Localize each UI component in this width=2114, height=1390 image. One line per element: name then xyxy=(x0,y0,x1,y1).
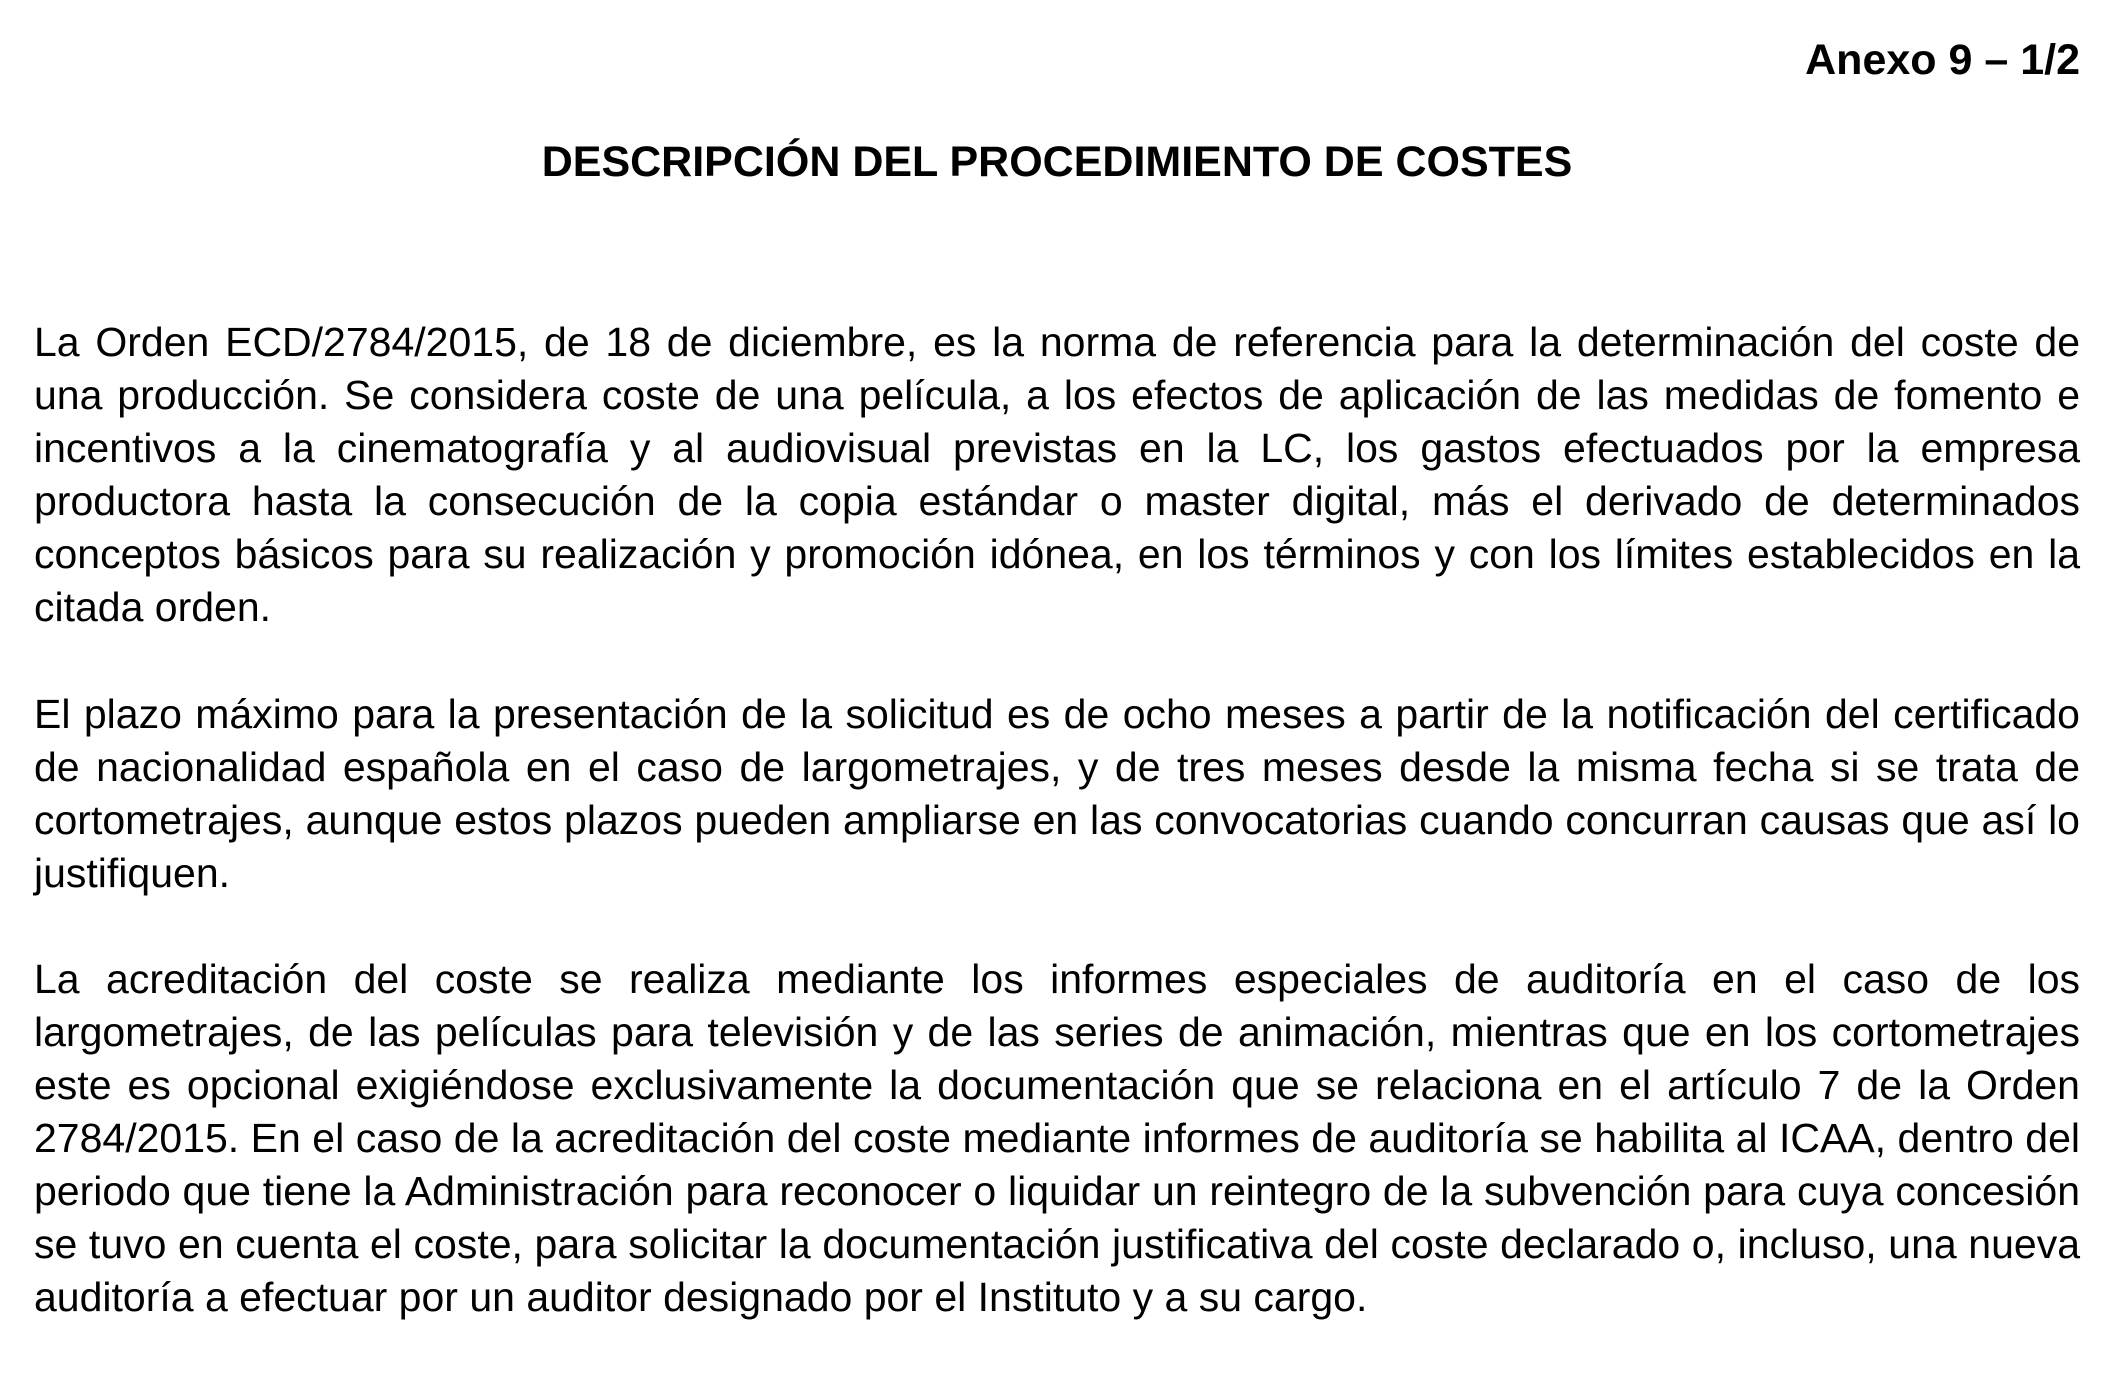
paragraph-cost-accreditation: La acreditación del coste se realiza mediante los informes especiales de auditoría en el caso de los largometrajes, de las películas para televisión y de las series de animación, mientras que en los cortometrajes este es opcional exigiéndose exclusivamente la documentación que se relaciona en el artículo 7 de la Orden 2784/2015. En el caso de la acreditación del coste mediante informes de auditoría se habilita al ICAA, dentro del periodo que tiene la Administración para reconocer o liquidar un reintegro de la subvención para cuya concesión se tuvo en cuenta el coste, para solicitar la documentación justificativa del coste declarado o, incluso, una nueva auditoría a efectuar por un auditor designado por el Instituto y a su cargo. xyxy=(34,956,2080,1320)
paragraph-application-deadline: El plazo máximo para la presentación de la solicitud es de ocho meses a partir de la notificación del certificado de nacionalidad española en el caso de largometrajes, y de tres meses desde la misma fecha si se trata de cortometrajes, aunque estos plazos pueden ampliarse en las convocatorias cuando concurran causas que así lo justifiquen. xyxy=(34,691,2080,896)
paragraph-cost-definition: La Orden ECD/2784/2015, de 18 de diciembre, es la norma de referencia para la determinación del coste de una producción. Se considera coste de una película, a los efectos de aplicación de las medidas de fomento e incentivos a la cinematografía y al audiovisual previstas en la LC, los gastos efectuados por la empresa productora hasta la consecución de la copia estándar o master digital, más el derivado de determinados conceptos básicos para su realización y promoción idónea, en los términos y con los límites establecidos en la citada orden. xyxy=(34,319,2080,630)
annex-label: Anexo 9 – 1/2 xyxy=(1805,36,2080,84)
page-title: DESCRIPCIÓN DEL PROCEDIMIENTO DE COSTES xyxy=(541,138,1573,186)
document-page xyxy=(34,0,2080,1390)
